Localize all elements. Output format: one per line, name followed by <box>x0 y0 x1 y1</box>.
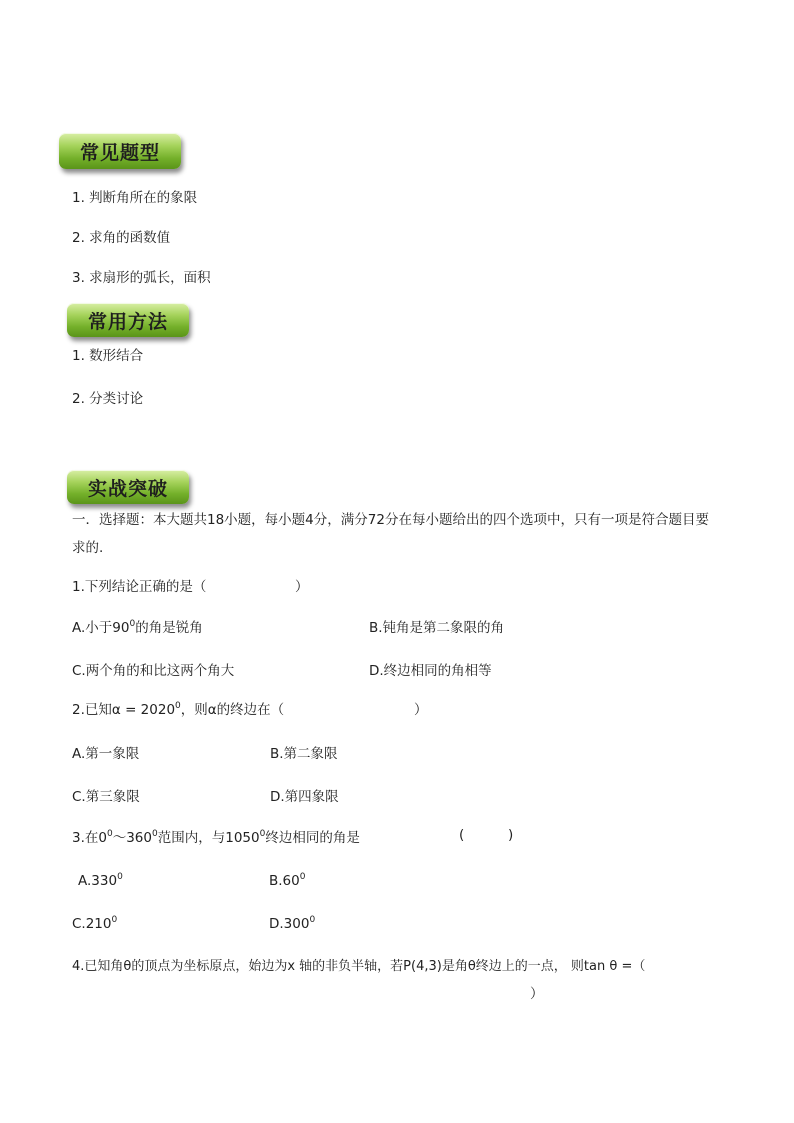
option-a: A.第一象限 <box>72 746 140 762</box>
question-stem <box>72 698 284 718</box>
section-badge-practice <box>67 470 189 504</box>
option-c: C.两个角的和比这两个角大 <box>72 663 235 679</box>
answer-paren-close: ) <box>508 827 514 843</box>
option-b <box>269 872 305 889</box>
option-c <box>72 915 117 932</box>
option-a <box>72 616 203 636</box>
option-a <box>78 872 123 889</box>
list-item: 3. 求扇形的弧长，面积 <box>72 270 211 286</box>
option-d <box>269 915 315 932</box>
option-text: A.330 <box>78 873 118 889</box>
question-stem <box>72 826 360 846</box>
degree-sup: 0 <box>106 829 113 839</box>
option-text: B.60 <box>269 873 300 889</box>
degree-sup: 0 <box>111 915 118 925</box>
option-d: D.终边相同的角相等 <box>369 663 492 679</box>
stem-text: ，则α的终边在（ <box>180 702 285 718</box>
question-stem: 4.已知角θ的顶点为坐标原点，始边为x 轴的非负半轴，若P(4,3)是角θ终边上的一点， 则tan θ =（ <box>72 959 646 974</box>
degree-sup: 0 <box>152 829 158 839</box>
answer-paren: ） <box>295 579 309 595</box>
section-badge-common-types <box>59 133 181 169</box>
list-item: 1. 数形结合 <box>72 348 144 364</box>
degree-sup: 0 <box>309 915 316 925</box>
list-item: 2. 求角的函数值 <box>72 230 171 246</box>
section-badge-methods <box>67 303 189 337</box>
degree-sup: 0 <box>259 829 266 839</box>
option-text: A.小于90 <box>72 620 130 636</box>
option-b: B.钝角是第二象限的角 <box>369 620 505 636</box>
intro-text: 一．选择题：本大题共18小题，每小题4分，满分72分在每小题给出的四个选项中，只有一项是符合题目要 <box>72 512 709 528</box>
section-title: 常见题型 <box>79 141 160 164</box>
degree-sup: 0 <box>129 619 136 629</box>
answer-paren: ） <box>530 986 544 1002</box>
stem-text: 终边相同的角是 <box>265 830 360 846</box>
list-item: 1. 判断角所在的象限 <box>72 190 198 206</box>
stem-text: 3.在0 <box>72 830 107 846</box>
answer-paren: ） <box>414 702 428 718</box>
answer-paren-open: ( <box>459 827 465 843</box>
option-text: 的角是锐角 <box>135 620 203 636</box>
stem-text: 2.已知α = 2020 <box>72 702 176 718</box>
option-text: D.300 <box>269 916 310 932</box>
stem-text: 范围内，与1050 <box>157 830 260 846</box>
stem-text: ～360 <box>112 830 152 846</box>
option-c: C.第三象限 <box>72 789 140 805</box>
option-b: B.第二象限 <box>270 746 338 762</box>
question-stem: 1.下列结论正确的是（ <box>72 579 207 595</box>
degree-sup: 0 <box>117 872 123 882</box>
degree-sup: 0 <box>175 701 181 711</box>
section-title: 常用方法 <box>87 310 168 333</box>
list-item: 2. 分类讨论 <box>72 391 144 407</box>
degree-sup: 0 <box>299 872 306 882</box>
option-d: D.第四象限 <box>270 789 339 805</box>
intro-text: 求的. <box>72 540 104 556</box>
section-title: 实战突破 <box>87 477 168 500</box>
option-text: C.210 <box>72 916 112 932</box>
